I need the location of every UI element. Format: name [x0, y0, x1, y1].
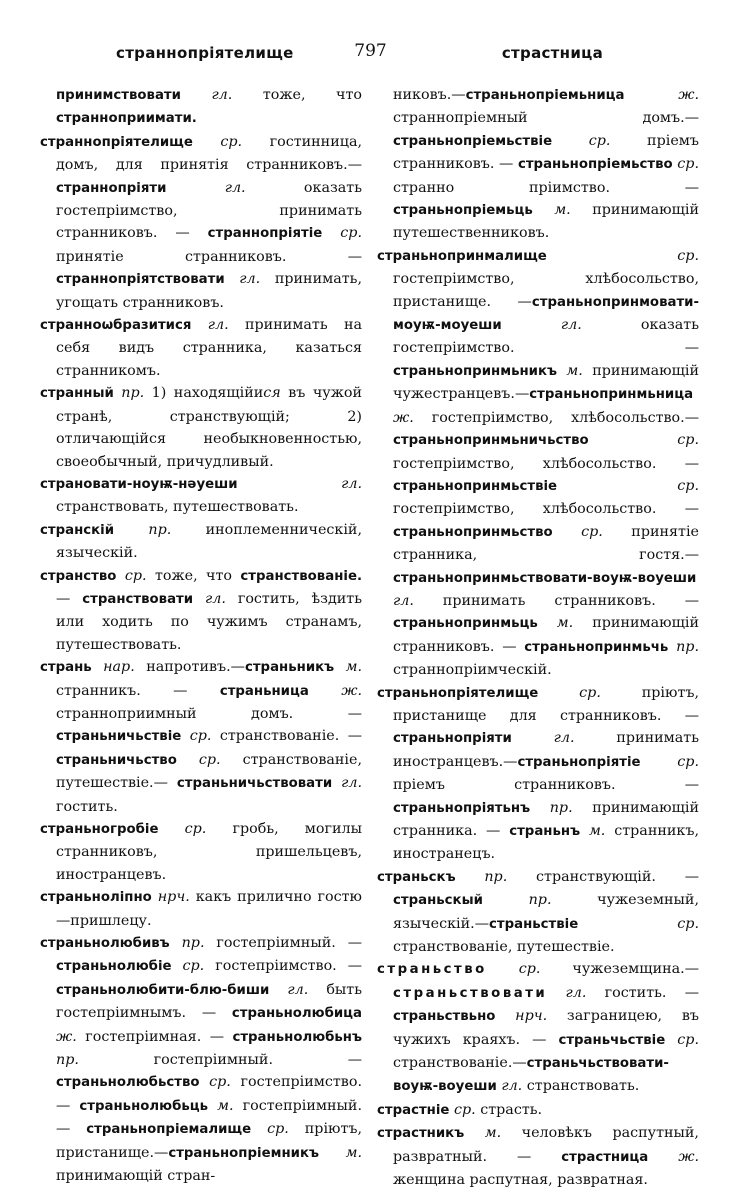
headword: страннопріятіе — [207, 226, 323, 242]
definition-text: принимать на себя видъ странника, казаться странникомъ. — [56, 317, 363, 379]
definition-text: принимающій путешественниковъ. — [393, 202, 699, 242]
grammar-label: гл. — [180, 87, 233, 103]
headword: странство — [40, 568, 117, 584]
headword: страньствьно — [393, 1009, 496, 1025]
grammar-label: гл. — [496, 1078, 523, 1095]
dictionary-entry — [40, 382, 362, 473]
grammar-label: ся — [263, 385, 281, 402]
headword: страньнопріемьница — [465, 88, 625, 103]
grammar-label: гл. — [393, 592, 414, 609]
page-number: 797 — [354, 41, 387, 61]
definition-text: принимающій странника. — — [393, 799, 699, 839]
headword: страньнопріемьство — [517, 157, 673, 173]
dictionary-entry — [377, 682, 699, 866]
grammar-label: ср. — [449, 1101, 476, 1118]
grammar-label: ср. — [546, 247, 699, 264]
dictionary-entry — [377, 866, 699, 959]
grammar-label: ср. — [158, 821, 207, 837]
dictionary-entry — [377, 1099, 699, 1122]
definition-text: страсть. — [475, 1101, 543, 1118]
headword: странскій — [40, 522, 115, 538]
grammar-label: гл. — [269, 981, 309, 998]
definition-text: тоже, что — [232, 87, 363, 103]
headword: страньнолюбьство — [56, 1075, 200, 1091]
headword: страньнопріемьствіе — [393, 133, 553, 149]
dictionary-entry — [377, 958, 699, 1098]
definition-text: иноплеменническій, языческій. — [56, 521, 362, 562]
definition-text: принимать странниковъ. — — [413, 592, 699, 609]
definition-text: странствовать. — [522, 1078, 640, 1095]
grammar-label: ср. — [192, 133, 243, 150]
headword: страновати-ноуѭ-нǝуеши — [40, 476, 238, 492]
grammar-label: пр. — [114, 521, 172, 538]
grammar-label: ср. — [672, 156, 699, 173]
grammar-label: ж. — [56, 1028, 77, 1045]
headword: страньчьствовати-воуѭ-воуеши — [393, 1056, 669, 1095]
headword: страньнопріятьнъ — [393, 800, 531, 816]
definition-text: гостепріимство, хлѣбосольство, пристанище. — — [393, 271, 699, 310]
left-column — [40, 84, 362, 1188]
headword: страньничьствіе — [56, 729, 182, 745]
grammar-label: гл. — [166, 179, 246, 196]
definition-text: гостепріимство, хлѣбосольство. — — [393, 455, 699, 472]
headword: странный — [40, 386, 114, 402]
headword: страннопріятствовати — [56, 272, 225, 288]
headword: страньнопринмьство — [393, 524, 553, 540]
headword: странствованіе. — [240, 568, 363, 584]
definition-text: принимающій чужестранцевъ.— — [393, 362, 699, 403]
headword: страньнопріятіе — [517, 754, 641, 770]
dictionary-entry — [40, 565, 362, 657]
dictionary-entry — [40, 314, 362, 382]
headword: страньникъ — [244, 660, 335, 676]
definition-text: гробь, могилы странниковъ, пришельцевъ, иностранцевъ. — [56, 821, 363, 883]
definition-text: принимающій стран- — [56, 1168, 216, 1185]
headword: страньскъ — [377, 869, 456, 885]
definition-text: пріютъ, пристанище.— — [56, 1121, 363, 1161]
definition-text: странствующій. — — [507, 868, 699, 885]
definition-text: странствованіе. — — [211, 728, 363, 745]
grammar-label: пр. — [530, 799, 573, 816]
grammar-label: гл. — [193, 590, 226, 607]
definition-text: — — [56, 590, 83, 607]
headword: страстница — [561, 1149, 649, 1165]
headword: страстникъ — [377, 1126, 465, 1142]
definition-text: странно пріимство. — — [393, 179, 699, 196]
definition-text: гостепріимный. — — [78, 1052, 362, 1069]
grammar-label: ср. — [322, 225, 362, 242]
headword: страньчьствіе — [558, 1032, 666, 1048]
definition-text: странноприимный домъ. — — [56, 705, 362, 722]
grammar-label: м. — [537, 615, 574, 632]
running-head-right: страстница — [501, 44, 603, 62]
grammar-label: ср. — [116, 567, 147, 584]
definition-text: гостепріимство, хлѣбосольство.— — [413, 409, 699, 426]
definition-text: пріемъ странниковъ. — — [393, 132, 699, 173]
grammar-label: ср. — [665, 1031, 699, 1048]
headword: страньнолюбивъ — [40, 936, 170, 952]
definition-text: принимающій странниковъ. — — [393, 615, 699, 655]
grammar-label: ср. — [176, 751, 221, 768]
dictionary-entry — [40, 473, 362, 519]
grammar-label: ср. — [557, 477, 699, 494]
headword: страньнопріемникъ — [168, 1145, 319, 1161]
headword: страньнопріемалище — [86, 1122, 252, 1138]
definition-text: страннопріимческій. — [393, 662, 552, 679]
definition-text: оказать гостепріимство, принимать странниковъ. — — [56, 179, 362, 242]
definition-text: гостепріимная. — — [76, 1028, 233, 1045]
definition-text: странствовать, путешествовать. — [56, 499, 299, 516]
definition-text: гостепріимный. — — [204, 935, 362, 952]
dictionary-entry — [40, 932, 362, 1187]
grammar-label: ср. — [486, 961, 541, 978]
headword: страньнопринмалище — [377, 248, 547, 264]
definition-text: пріютъ, пристанище для странниковъ. — — [393, 684, 699, 724]
headword: страстніе — [377, 1102, 450, 1118]
grammar-label: ср. — [538, 684, 601, 701]
dictionary-entry — [40, 131, 362, 314]
headword: страньнопріяти — [393, 731, 512, 747]
definition-text: какъ прилично гостю—пришлецу. — [56, 889, 362, 929]
headword: страннопріятелище — [40, 134, 193, 150]
headword: странноѡбразитися — [40, 318, 192, 334]
grammar-label: м. — [532, 202, 571, 219]
headword: страньнопріятелище — [377, 685, 539, 701]
grammar-label: гл. — [191, 317, 229, 334]
grammar-label: ср. — [181, 728, 212, 745]
definition-text: заграницею, въ чужихъ краяхъ. — — [393, 1008, 699, 1048]
grammar-label: м. — [208, 1097, 234, 1114]
headword: страньнопринмьчь — [524, 639, 669, 655]
headword: страньнопринмьница — [529, 387, 694, 403]
definition-text: чужеземный, языческій.— — [393, 892, 699, 932]
definition-text: человѣкъ распутный, развратный. — — [393, 1125, 699, 1165]
headword: страньнопринмьць — [393, 616, 538, 632]
headword: страньнопріемьць — [393, 203, 533, 219]
grammar-label: м. — [334, 659, 363, 676]
grammar-label: пр. — [482, 892, 552, 909]
headword: страньнопринмьствіе — [393, 478, 558, 494]
headword: страньнолюбица — [231, 1006, 362, 1022]
headword: страньнъ — [509, 824, 581, 839]
grammar-label: ж. — [648, 1148, 699, 1165]
grammar-label: гл. — [501, 317, 582, 334]
grammar-label: гл. — [224, 271, 261, 288]
headword: страньнопринмьничьство — [393, 433, 589, 449]
running-head-left: страннопріятелище — [116, 44, 294, 62]
definition-text: напротивъ.— — [134, 659, 245, 676]
grammar-label: гл. — [332, 775, 363, 792]
definition-text: женщина распутная, развратная. — [393, 1172, 648, 1189]
grammar-label: ср. — [588, 432, 699, 449]
grammar-label: нрч. — [151, 889, 190, 906]
grammar-label: гл. — [511, 730, 575, 747]
grammar-label: ср. — [640, 753, 699, 770]
definition-text: странствованіе, путешествіе.— — [56, 751, 362, 792]
definition-text: странствованіе, путешествіе. — [393, 939, 615, 956]
definition-text: гостить. — — [586, 984, 700, 1001]
headword: страньноліпно — [40, 890, 152, 906]
headword: странствовати — [82, 591, 194, 607]
grammar-label: ср. — [199, 1074, 231, 1091]
headword: странь — [40, 660, 92, 676]
definition-text: въ чужой странѣ, странствующій; 2) отличающійся необыкновенностью, своеобычный, причудливый. — [56, 385, 363, 470]
headword: страньствовати — [393, 985, 548, 1001]
headword: странноприимати. — [56, 111, 197, 127]
text-columns — [40, 84, 701, 1189]
headword: страньница — [219, 683, 309, 699]
definition-text: тоже, что — [146, 567, 241, 584]
definition-text: пріемъ странниковъ. — — [393, 777, 699, 794]
grammar-label: ж. — [624, 87, 699, 103]
grammar-label: нар. — [91, 659, 135, 676]
grammar-label: ср. — [251, 1121, 289, 1138]
headword: страньничьство — [56, 752, 177, 768]
headword: страньнопринмьникъ — [393, 363, 558, 379]
definition-text: гостить. — [56, 798, 118, 815]
definition-text: 1) находящійи — [144, 385, 264, 402]
grammar-label: пр. — [169, 935, 205, 952]
headword: страньнолюбіе — [56, 959, 172, 975]
grammar-label: пр. — [113, 385, 145, 402]
grammar-label: гл. — [547, 984, 587, 1001]
dictionary-entry — [377, 84, 699, 245]
definition-text: чужеземщина.— — [540, 961, 699, 978]
dictionary-entry — [40, 886, 362, 932]
headword: страньство — [377, 962, 487, 978]
headword: страньнолюбьнъ — [232, 1029, 362, 1045]
grammar-label: пр. — [668, 638, 699, 655]
dictionary-entry — [40, 818, 362, 886]
definition-text: никовъ.— — [393, 87, 466, 103]
dictionary-entry — [40, 519, 362, 565]
grammar-label: м. — [580, 823, 606, 839]
headword: страньногробіе — [40, 822, 159, 837]
definition-text: гостить, ѣздить или ходить по чужимъ странамъ, путешествовать. — [56, 590, 362, 653]
headword: страньскый — [393, 893, 483, 909]
grammar-label: ср. — [578, 915, 699, 932]
definition-text: страннопріемный домъ.— — [393, 110, 699, 127]
grammar-label: м. — [464, 1125, 502, 1142]
headword: страньнопринмьствовати-воуѭ-воуеши — [393, 570, 697, 586]
grammar-label: ср. — [552, 132, 611, 149]
definition-text: принятіе странника, гостя.— — [393, 523, 699, 564]
headword: страньнопринмовати-моуѭ-моуеши — [393, 294, 699, 334]
headword: страньнолюбьць — [79, 1098, 209, 1114]
grammar-label: м. — [557, 362, 583, 379]
definition-text: принятіе странниковъ. — — [56, 248, 362, 265]
definition-text: оказать гостепріимство. — — [393, 317, 699, 357]
headword: принимствовати — [56, 88, 181, 103]
grammar-label: пр. — [56, 1052, 79, 1069]
headword: страньничьствовати — [176, 776, 333, 792]
definition-text: принимать, угощать странниковъ. — [56, 271, 362, 311]
definition-text: гостепріимный.— — [56, 1097, 362, 1138]
grammar-label: ср. — [171, 958, 205, 975]
grammar-label: м. — [318, 1144, 362, 1161]
definition-text: принимать иностранцевъ.— — [393, 730, 699, 770]
grammar-label: ср. — [552, 523, 603, 540]
page-header — [40, 41, 701, 74]
grammar-label: гл. — [237, 475, 362, 492]
definition-text: гостинница, домъ, для принятія странниковъ.— — [56, 133, 363, 174]
definition-text: странникъ, иностранецъ. — [393, 823, 699, 863]
grammar-label: нрч. — [495, 1008, 548, 1025]
grammar-label: ж. — [393, 409, 414, 426]
dictionary-entry — [377, 1122, 699, 1191]
headword: страньствіе — [489, 916, 579, 932]
grammar-label: ж. — [308, 682, 362, 699]
dictionary-entry — [40, 84, 362, 131]
definition-text: гостепріимство. — — [56, 1074, 363, 1114]
dictionary-entry — [377, 245, 699, 682]
definition-text: странникъ. — — [56, 682, 220, 699]
definition-text: быть гостепріимнымъ. — — [56, 981, 362, 1022]
headword: страннопріяти — [56, 180, 167, 196]
definition-text: гостепріимство, хлѣбосольство. — — [393, 501, 699, 518]
headword: страньнолюбити-блю-биши — [56, 982, 270, 998]
right-column — [377, 84, 699, 1192]
definition-text: странствованіе.— — [393, 1055, 527, 1072]
dictionary-entry — [40, 656, 362, 818]
grammar-label: пр. — [455, 868, 508, 885]
definition-text: гостепріимство. — — [204, 958, 363, 975]
